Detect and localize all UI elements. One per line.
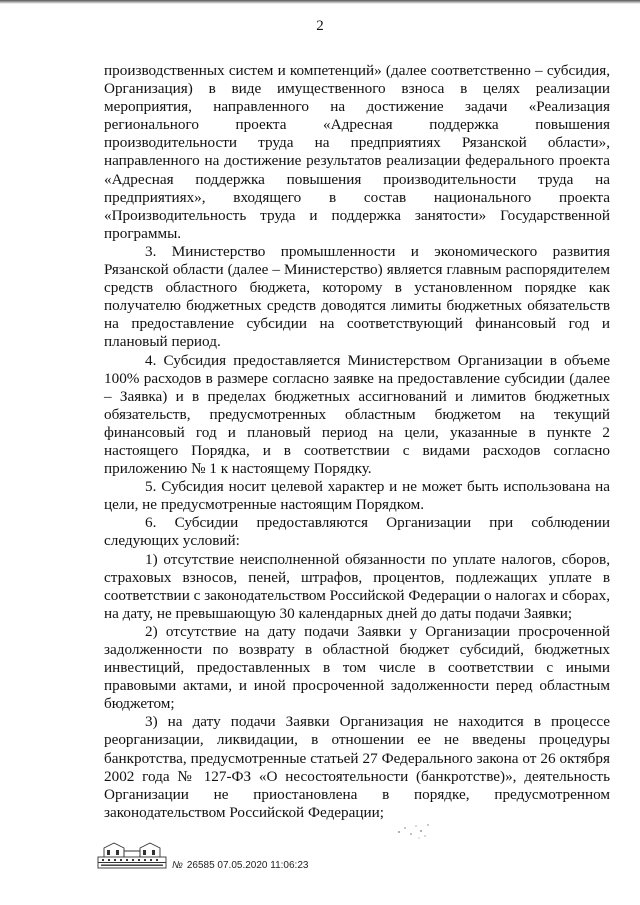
government-stamp-logo: [96, 840, 168, 870]
paragraph-4: 4. Субсидия предоставляется Министерством Организации в объеме 100% расходов в размере согласно заявке на предоставление субсидии (далее – Заявка) и в пределах бюджетных ассигнований и лимитов бюджетных обязательств, предусмотренных областным бюджетом на текущий финансовый год и плановый период на цели, указанные в пункте 2 настоящего Порядка, и в соответствии с видами расходов согласно приложению № 1 к настоящему Порядку.: [104, 351, 610, 478]
page-number: 2: [316, 18, 324, 34]
document-body: [104, 62, 610, 822]
paragraph-6: 6. Субсидии предоставляются Организации при соблюдении следующих условий:: [104, 514, 610, 550]
condition-3: 3) на дату подачи Заявки Организация не находится в процессе реорганизации, ликвидации, в отношении ее не введены процедуры банкротства, предусмотренные статьей 27 Федерального закона от 26 октября 2002 года № 127-ФЗ «О несостоятельности (банкротстве)», деятельность Организации не приостановлена в порядке, предусмотренном законодательством Российской Федерации;: [104, 713, 610, 821]
condition-2: 2) отсутствие на дату подачи Заявки у Организации просроченной задолженности по возврату в областной бюджет субсидий, бюджетных инвестиций, предоставленных в том числе в соответствии с иными правовыми актами, и иной просроченной задолженности перед областным бюджетом;: [104, 622, 610, 713]
registration-number-symbol: №: [172, 860, 183, 871]
paragraph-3: 3. Министерство промышленности и экономического развития Рязанской области (далее – Министерство) является главным распорядителем средств областного бюджета, которому в установленном порядке как получателю бюджетных средств доводятся лимиты бюджетных обязательств на предоставление субсидии на соответствующий финансовый год и плановый период.: [104, 242, 610, 351]
registration-stamp: [172, 860, 308, 871]
paragraph-1: производственных систем и компетенций» (далее соответственно – субсидия, Организация) в виде имущественного взноса в целях реализации мероприятия, направленного на достижение задачи «Реализация регионального проекта «Адресная поддержка повышения производительности труда на предприятиях Рязанской области», направленного на достижение результатов реализации федерального проекта «Адресная поддержка повышения производительности труда на предприятиях», входящего в состав национального проекта «Производительность труда и поддержка занятости» Государственной программы.: [104, 62, 610, 242]
scan-edge-shadow: [0, 0, 640, 4]
registration-number-date: 26585 07.05.2020 11:06:23: [186, 860, 309, 871]
scan-noise-marks: [395, 820, 435, 842]
condition-1: 1) отсутствие неисполненной обязанности по уплате налогов, сборов, страховых взносов, пеней, штрафов, процентов, подлежащих уплате в соответствии с законодательством Российской Федерации о налогах и сборах, на дату, не превышающую 30 календарных дней до даты подачи Заявки;: [104, 550, 610, 622]
paragraph-5: 5. Субсидия носит целевой характер и не может быть использована на цели, не предусмотренные настоящим Порядком.: [104, 478, 610, 514]
